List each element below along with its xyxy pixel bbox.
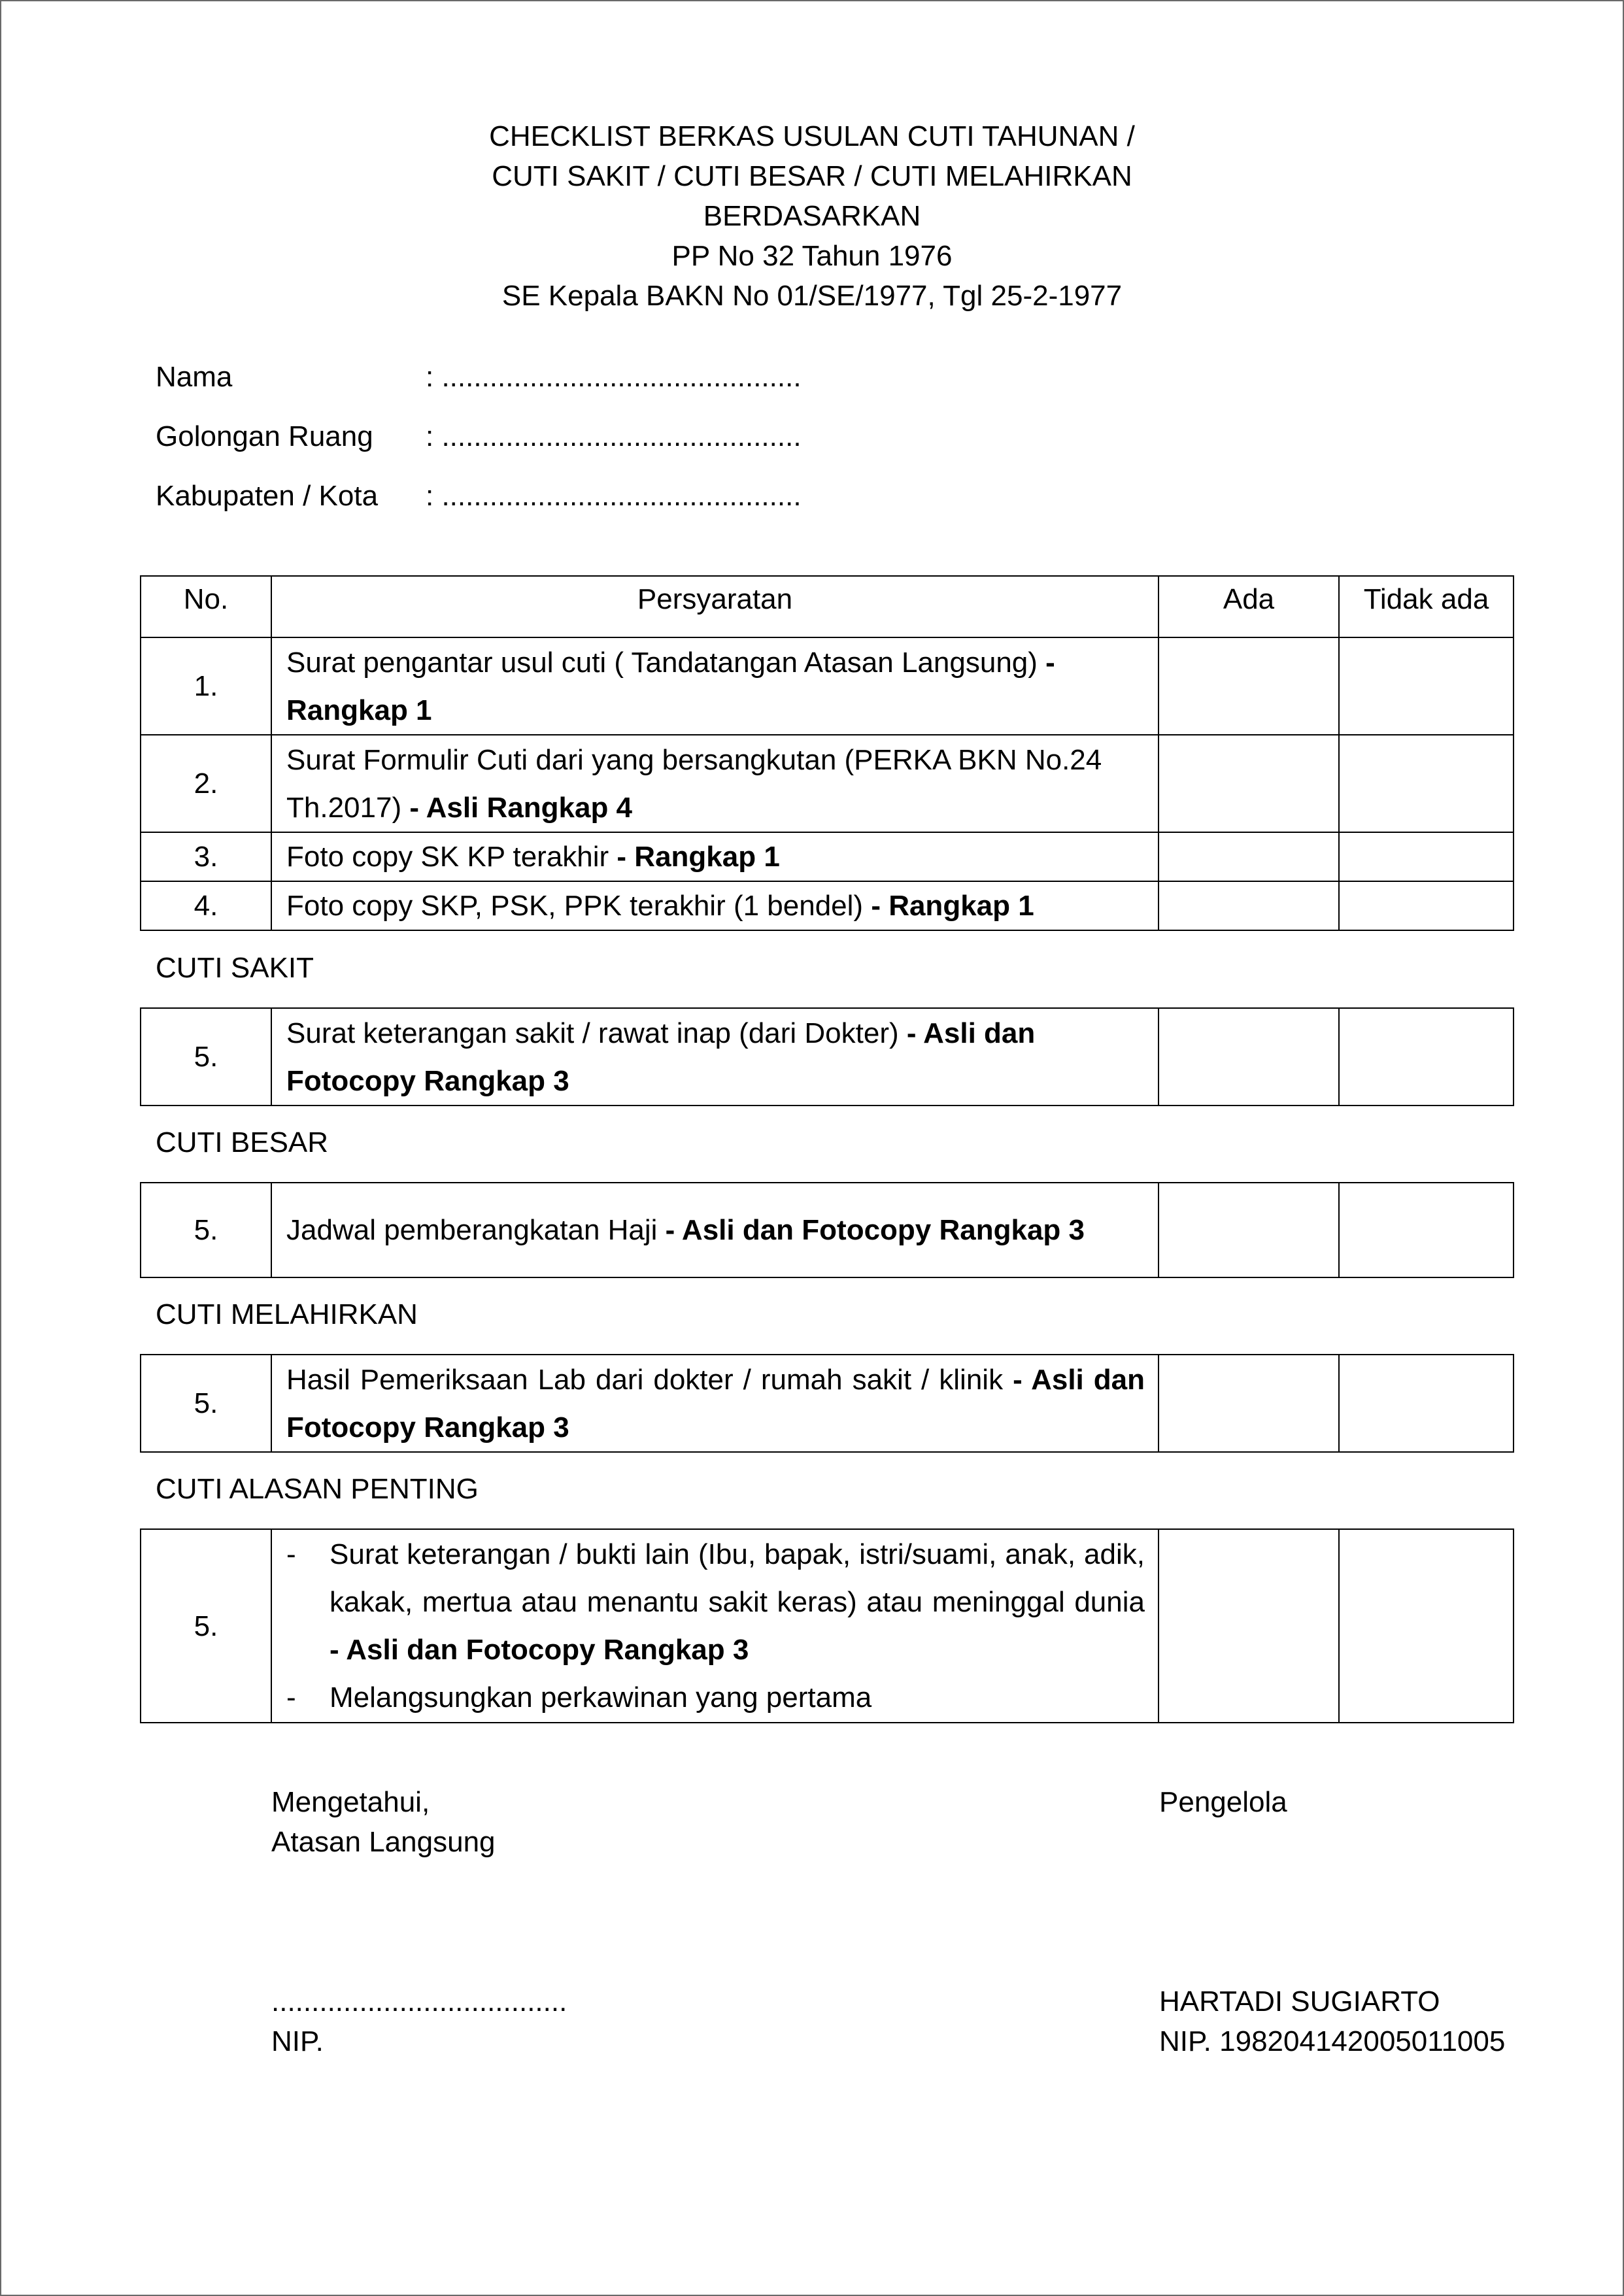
row-number: 5.: [141, 1183, 271, 1277]
header-requirement: Persyaratan: [271, 576, 1159, 637]
checklist-table-cuti-sakit: [140, 1007, 1514, 1106]
requirement-text: Surat Formulir Cuti dari yang bersangkutan (PERKA BKN No.24 Th.2017): [286, 743, 1102, 824]
header-tidak-ada: Tidak ada: [1339, 576, 1514, 637]
checkbox-tidak-ada[interactable]: [1339, 735, 1514, 832]
requirement-note: - Asli dan Fotocopy Rangkap 3: [286, 1017, 1036, 1097]
row-number: 4.: [141, 881, 271, 930]
requirement-text: Surat keterangan sakit / rawat inap (dari Dokter): [286, 1017, 907, 1049]
signature-left-line1: Mengetahui,: [271, 1786, 430, 1818]
checklist-table-cuti-alasan-penting: [140, 1528, 1514, 1723]
requirement-list: [286, 1530, 1145, 1721]
requirement-note: - Rangkap 1: [871, 890, 1034, 922]
table-row: [141, 832, 1514, 881]
title-line-2: CUTI SAKIT / CUTI BESAR / CUTI MELAHIRKAN: [492, 160, 1132, 192]
title-line-1: CHECKLIST BERKAS USULAN CUTI TAHUNAN /: [489, 120, 1135, 152]
checklist-table-main: [140, 575, 1514, 931]
list-item: [286, 1674, 1145, 1721]
checkbox-ada[interactable]: [1159, 1183, 1339, 1277]
requirement-text: Surat keterangan / bukti lain (Ibu, bapak, istri/suami, anak, adik, kakak, mertua atau menantu sakit keras) atau meninggal dunia: [330, 1538, 1145, 1618]
row-requirement: [271, 735, 1159, 832]
checkbox-tidak-ada[interactable]: [1339, 1008, 1514, 1106]
checkbox-tidak-ada[interactable]: [1339, 637, 1514, 735]
requirement-text: Surat pengantar usul cuti ( Tandatangan Atasan Langsung): [286, 646, 1046, 679]
requirement-text: Jadwal pemberangkatan Haji: [286, 1214, 666, 1246]
requirement-note: - Rangkap 1: [617, 841, 780, 873]
checklist-table-cuti-besar: [140, 1182, 1514, 1278]
row-number: 3.: [141, 832, 271, 881]
row-requirement: [271, 637, 1159, 735]
field-label: Kabupaten / Kota: [156, 480, 379, 512]
checkbox-tidak-ada[interactable]: [1339, 881, 1514, 930]
section-label-cuti-sakit: CUTI SAKIT: [156, 952, 314, 984]
signature-right-line1: Pengelola: [1159, 1786, 1287, 1818]
signature-right-nip: NIP. 19820414200501100​5: [1159, 2025, 1506, 2057]
table-row: [141, 735, 1514, 832]
field-label: Golongan Ruang: [156, 420, 373, 452]
table-row: [141, 881, 1514, 930]
checklist-table-cuti-melahirkan: [140, 1354, 1514, 1453]
requirement-note: - Asli Rangkap 4: [409, 791, 633, 824]
title-line-3: BERDASARKAN: [703, 200, 921, 232]
requirement-note: - Asli dan Fotocopy Rangkap 3: [665, 1214, 1085, 1246]
table-row: [141, 1529, 1514, 1723]
requirement-note: - Rangkap 1: [286, 646, 1055, 726]
signature-left-line2: Atasan Langsung: [271, 1826, 496, 1858]
row-number: 5.: [141, 1355, 271, 1452]
checkbox-ada[interactable]: [1159, 735, 1339, 832]
table-header-row: [141, 576, 1514, 637]
section-label-cuti-besar: CUTI BESAR: [156, 1126, 329, 1158]
checkbox-ada[interactable]: [1159, 1008, 1339, 1106]
row-number: 5.: [141, 1529, 271, 1723]
signature-left-footer: [271, 1982, 567, 2061]
row-requirement: [271, 1529, 1159, 1723]
row-requirement: [271, 1008, 1159, 1106]
checkbox-tidak-ada[interactable]: [1339, 1183, 1514, 1277]
checkbox-ada[interactable]: [1159, 832, 1339, 881]
header-ada: Ada: [1159, 576, 1339, 637]
signature-left-header: [271, 1782, 496, 1862]
row-requirement: [271, 1183, 1159, 1277]
field-value: : .............................................: [426, 480, 802, 512]
requirement-text: Hasil Pemeriksaan Lab dari dokter / rumah sakit / klinik: [286, 1363, 1013, 1396]
dash-bullet: -: [286, 1681, 296, 1714]
field-value: : .............................................: [426, 361, 802, 393]
signature-right-name: HARTADI SUGIARTO: [1159, 1985, 1440, 2017]
row-requirement: [271, 1355, 1159, 1452]
title-line-5: SE Kepala BAKN No 01/SE/1977, Tgl 25-2-1977: [501, 280, 1123, 312]
table-row: [141, 637, 1514, 735]
signature-left-nip: NIP.: [271, 2025, 324, 2057]
row-requirement: [271, 881, 1159, 930]
section-label-cuti-alasan-penting: CUTI ALASAN PENTING: [156, 1473, 479, 1505]
row-number: 5.: [141, 1008, 271, 1106]
row-requirement: [271, 832, 1159, 881]
dash-bullet: -: [286, 1538, 296, 1570]
list-item: [286, 1530, 1145, 1674]
checkbox-ada[interactable]: [1159, 1529, 1339, 1723]
signature-right-header: [1159, 1782, 1287, 1822]
checkbox-tidak-ada[interactable]: [1339, 1355, 1514, 1452]
row-number: 2.: [141, 735, 271, 832]
field-label: Nama: [156, 361, 233, 393]
header-no: No.: [141, 576, 271, 637]
checkbox-ada[interactable]: [1159, 881, 1339, 930]
row-number: 1.: [141, 637, 271, 735]
table-row: [141, 1183, 1514, 1277]
title-line-4: PP No 32 Tahun 1976: [671, 240, 953, 272]
checkbox-tidak-ada[interactable]: [1339, 832, 1514, 881]
document-title: [0, 116, 1624, 316]
checkbox-ada[interactable]: [1159, 637, 1339, 735]
requirement-note: - Asli dan Fotocopy Rangkap 3: [330, 1634, 749, 1666]
requirement-text: Foto copy SK KP terakhir: [286, 841, 617, 873]
requirement-text: Melangsungkan perkawinan yang pertama: [330, 1681, 872, 1714]
field-value: : .............................................: [426, 420, 802, 452]
requirement-text: Foto copy SKP, PSK, PPK terakhir (1 bendel): [286, 890, 871, 922]
table-row: [141, 1355, 1514, 1452]
signature-left-name: .....................................: [271, 1985, 567, 2017]
table-row: [141, 1008, 1514, 1106]
section-label-cuti-melahirkan: CUTI MELAHIRKAN: [156, 1298, 418, 1330]
checkbox-ada[interactable]: [1159, 1355, 1339, 1452]
signature-right-footer: [1159, 1982, 1505, 2061]
checkbox-tidak-ada[interactable]: [1339, 1529, 1514, 1723]
requirement-note: - Asli dan Fotocopy Rangkap 3: [286, 1363, 1145, 1443]
